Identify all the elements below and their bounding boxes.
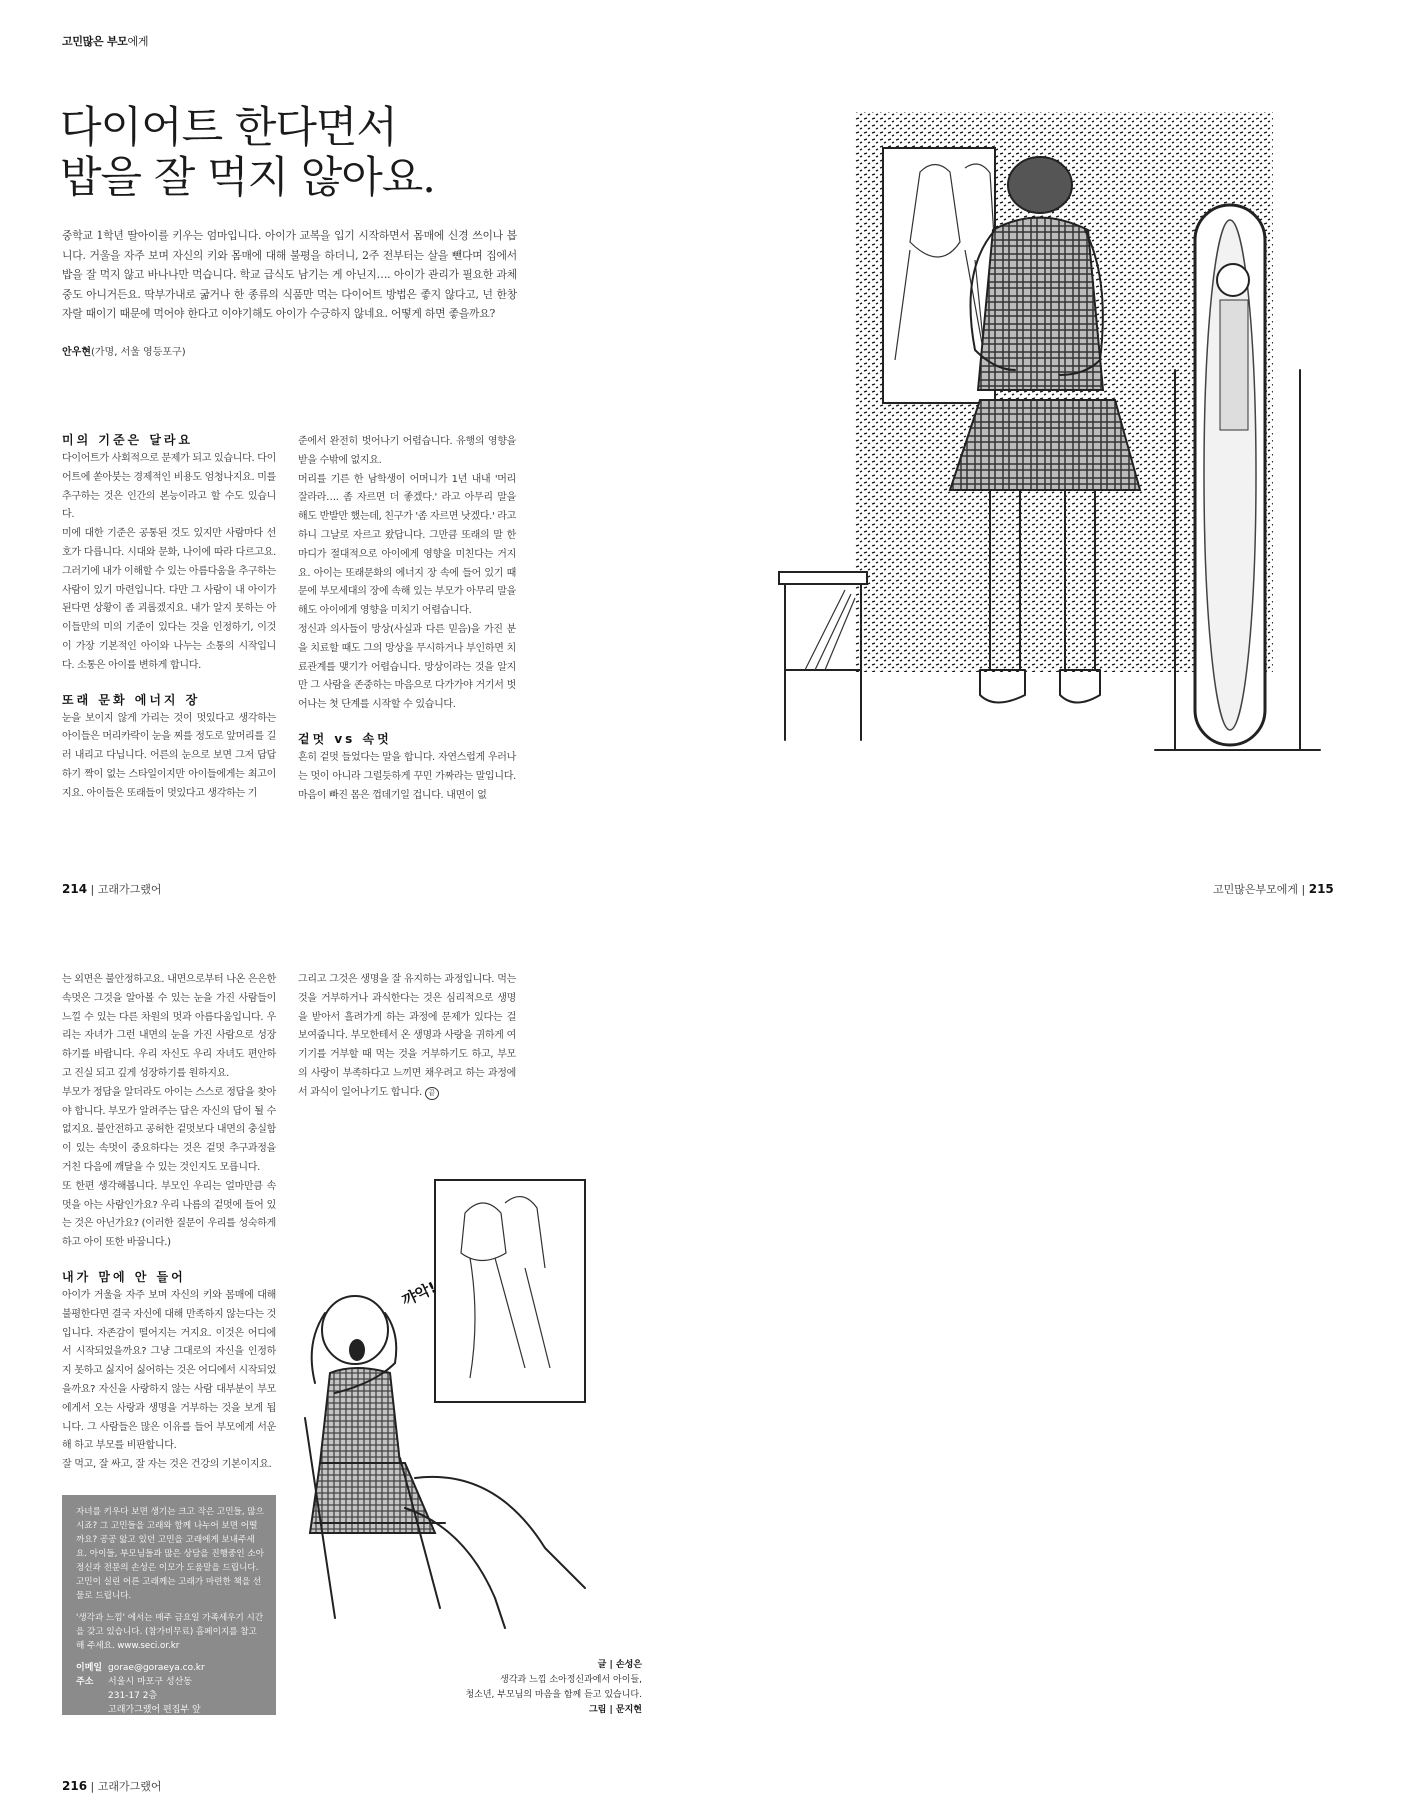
info-intro: 자녀를 키우다 보면 생기는 크고 작은 고민들, 많으시죠? 그 고민들을 고래와 함께 나누어 보면 어떨까요? 공공 앓고 있던 고민을 고래에게 보내주세요. 아이들, 부모님들과 많은 상담을 진행중인 소아정신과 전문의 손성은 이모가 도움말을 드립니다. 고민이 실린 어른 고래께는 고래가 마련한 책을 선물로 드립니다. — [76, 1507, 264, 1601]
paragraph: 정신과 의사들이 망상(사실과 다른 믿음)을 가진 분을 치료할 때도 그의 망상을 무시하거나 부인하면 치료관계를 맺기가 어렵습니다. 망상이라는 것을 알지만 그 사람을 존중하는 마음으로 다가가야 거기서 벗어나는 첫 단계를 시작할 수 있습니다. — [298, 623, 516, 711]
column-4 — [298, 971, 516, 1103]
heading-dislike-myself: 내가 맘에 안 들어 — [62, 1269, 186, 1284]
illustrator-credit: 그림 | 문지현 — [588, 1705, 642, 1715]
paragraph: 준에서 완전히 벗어나기 어렵습니다. 유행의 영향을 받을 수밖에 없지요. — [298, 436, 516, 466]
illustration-girl-chair — [295, 1178, 665, 1648]
question-author: 안우현(가명, 서울 영등포구) — [62, 347, 186, 358]
exclamation-text — [399, 1278, 439, 1309]
heading-outer-vs-inner: 겉멋 vs 속멋 — [298, 731, 392, 746]
writer-bio-1: 생각과 느낌 소아정신과에서 아이들, — [500, 1675, 642, 1685]
paragraph: 아이가 거울을 자주 보며 자신의 키와 몸매에 대해 불평한다면 결국 자신에 대해 만족하지 않는다는 것입니다. 자존감이 떨어지는 거지요. 이것은 어디에서 시작되었을까요? 그냥 그대로의 자신을 인정하지 못하고 싫지어 싫어하는 것은 어디에서 시작되었을까요? 자신을 사랑하지 않는 사람 대부분이 부모에게서 오는 사랑과 생명을 거부하는 것을 보게 됩니다. 그 사람들은 많은 이유를 들어 부모에게 서운해 하고 부모를 비판합니다. — [62, 1289, 276, 1452]
girl-skirt — [950, 400, 1140, 490]
end-mark: 끝 — [425, 1087, 439, 1100]
poster-skeleton — [435, 1180, 585, 1402]
paragraph: 그리고 그것은 생명을 잘 유지하는 과정입니다. 먹는 것을 거부하거나 과식한다는 것은 심리적으로 생명을 받아서 흘려가게 하는 과정에 문제가 있다는 걸 보여줍니다. 부모한테서 온 생명과 사랑을 귀하게 여기기를 거부할 때 먹는 것을 거부하기도 하고, 부모의 사랑이 부족하다고 느끼면 채우려고 하는 과정에서 과식이 일어나기도 합니다. 끝 — [298, 974, 516, 1098]
heading-beauty-standard: 미의 기준은 달라요 — [62, 433, 194, 447]
article-title — [60, 103, 530, 203]
svg-text:꺄악!: 꺄악! — [399, 1278, 440, 1310]
writer-bio-2: 청소년, 부모님의 마음을 함께 듣고 있습니다. — [465, 1690, 642, 1700]
section-label: 고민많은 부모에게 — [62, 35, 149, 48]
girl-vest — [978, 218, 1103, 391]
folio-216: 216 | 고래가그랬어 — [62, 1779, 162, 1793]
column-1 — [62, 430, 276, 804]
column-2 — [298, 433, 516, 805]
reader-question: 중학교 1학년 딸아이를 키우는 엄마입니다. 아이가 교복을 입기 시작하면서 몸매에 신경 쓰이나 봅니다. 거울을 자주 보며 자신의 키와 몸매에 대해 불평을 하더니, 2주 전부터는 살을 뺀다며 집에서 밥을 잘 먹지 않고 바나나만 먹습니다. 학교 급식도 남기는 게 아닌지…. 아이가 관리가 필요한 과체중도 아니거든요. 딱부가내로 굶거나 한 종류의 식품만 먹는 다이어트 방법은 좋지 않다고, 넌 한창 자랄 때이기 때문에 먹어야 한다고 이야기해도 아이가 수긍하지 않네요. 어떻게 하면 좋을까요? — [62, 229, 517, 320]
side-table — [779, 572, 867, 584]
girl-head — [1008, 157, 1072, 213]
heading-peer-culture: 또래 문화 에너지 장 — [62, 692, 201, 707]
title-line-1: 다이어트 한다면서 — [60, 103, 397, 153]
paragraph: 잘 먹고, 잘 싸고, 잘 자는 것은 건강의 기본이지요. — [62, 1459, 272, 1471]
title-line-2: 밥을 잘 먹지 않아요. — [60, 153, 435, 203]
illustration-girl-mirror — [775, 110, 1355, 810]
paragraph: 눈을 보이지 않게 가리는 것이 멋있다고 생각하는 아이들은 머리카락이 눈을 찌를 정도로 앞머리를 길러 내리고 다닙니다. 어른의 눈으로 보면 그저 답답하기 짝이 없는 스타일이지만 아이들에게는 최고이지요. 아이들은 또래들이 멋있다고 생각하는 기 — [62, 712, 276, 799]
info-box — [62, 1495, 276, 1715]
folio-214: 214 | 고래가그랬어 — [62, 882, 162, 896]
folio-215: 고민많은부모에게 | 215 — [1213, 882, 1334, 896]
info-family-session: '생각과 느낌' 에서는 매주 금요일 가족세우기 시간을 갖고 있습니다. (참가비무료) 홈페이지를 참고해 주세요. www.seci.or.kr — [76, 1613, 264, 1651]
credits — [382, 1658, 642, 1718]
poster — [883, 148, 995, 403]
paragraph: 는 외면은 불안정하고요. 내면으로부터 나온 은은한 속멋은 그것을 알아볼 수 있는 눈을 가진 사람들이 느낄 수 있는 다른 차원의 멋과 아름다움입니다. 우리는 자녀가 그런 내면의 눈을 가진 사람으로 성장하기를 바랍니다. 우리 자신도 우리 자녀도 편안하고 진실 되고 깊게 성장하기를 원하지요. — [62, 974, 276, 1079]
paragraph: 미에 대한 기준은 공통된 것도 있지만 사람마다 선호가 다릅니다. 시대와 문화, 나이에 따라 다르고요. 그러기에 내가 이해할 수 있는 아름다움을 추구하는 사람이 있기 마련입니다. 다만 그 사람이 내 아이가 된다면 상황이 좀 괴롭겠지요. 내가 알지 못하는 아이들만의 미의 기준이 있다는 것을 인정하기, 이것이 가장 기본적인 아이와 나누는 소통의 시작입니다. 소통은 아이를 변하게 합니다. — [62, 528, 276, 671]
girl-vest — [320, 1368, 400, 1463]
info-email: 이메일 gorae@goraeya.co.kr — [76, 1663, 205, 1673]
paragraph: 또 한편 생각해봅니다. 부모인 우리는 얼마만큼 속멋을 아는 사람인가요? 우리 나름의 겉멋에 들어 있는 것은 아닌가요? (이러한 질문이 우리를 성숙하게 하고 아이 또한 바꿉니다.) — [62, 1180, 276, 1249]
info-address: 주소 서울시 마포구 성산동 231-17 2층 고래가그랬어 편집부 앞 — [76, 1677, 201, 1715]
paragraph: 다이어트가 사회적으로 문제가 되고 있습니다. 다이어트에 쏟아붓는 경제적인 비용도 엄청나지요. 미를 추구하는 것은 인간의 본능이라고 할 수도 있습니다. — [62, 453, 276, 521]
writer-credit: 글 | 손성은 — [597, 1660, 642, 1670]
paragraph: 흔히 겉멋 들었다는 말을 합니다. 자연스럽게 우러나는 멋이 아니라 그럴듯하게 꾸민 가짜라는 말입니다. 마음이 빠진 몸은 껍데기일 겁니다. 내면이 없 — [298, 751, 516, 801]
column-3 — [62, 971, 276, 1475]
paragraph: 머리를 기른 한 남학생이 어머니가 1년 내내 '머리 잘라라…. 좀 자르면 더 좋겠다.' 라고 아무리 말을 해도 반발만 했는데, 친구가 '좀 자르면 낫겠다.' 라고 하니 그날로 자르고 왔답니다. 그만큼 또래의 말 한마디가 절대적으로 아이에게 영향을 미친다는 거지요. 아이는 또래문화의 에너지 장 속에 들어 있기 때문에 부모세대의 장에 속해 있는 부모가 아무리 말을 해도 아이에게 영향을 미치기 어렵습니다. — [298, 473, 517, 617]
paragraph: 부모가 정답을 알더라도 아이는 스스로 정답을 찾아야 합니다. 부모가 알려주는 답은 자신의 답이 될 수 없지요. 불안전하고 공허한 겉멋보다 내면의 충실함이 있는 속멋이 중요하다는 것은 겉멋 추구과정을 거친 다음에 깨달을 수 있는 것인지도 모릅니다. — [62, 1086, 276, 1173]
